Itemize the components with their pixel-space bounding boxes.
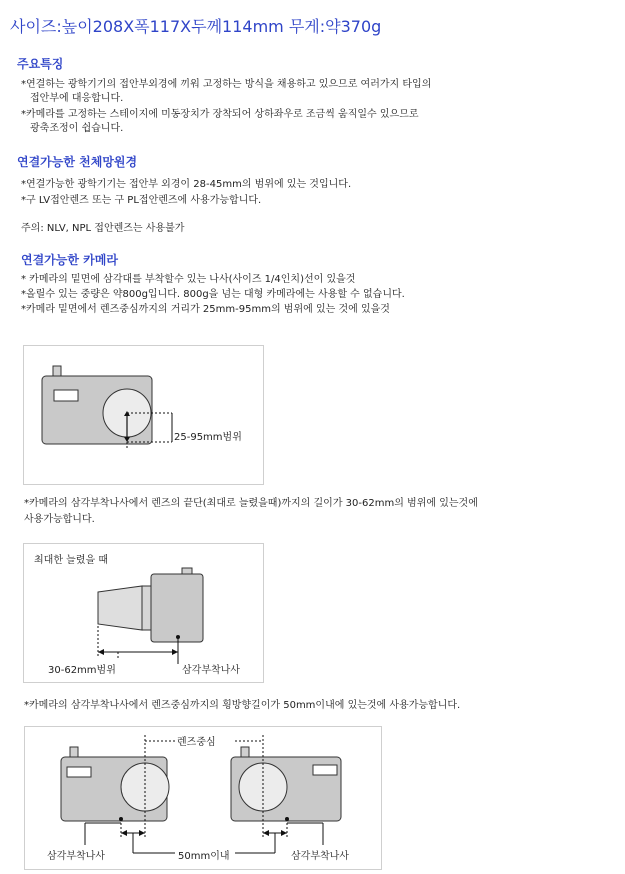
figure1-range-label: 25-95mm범위 (174, 432, 242, 443)
figure3-left-screw-label: 삼각부착나사 (47, 851, 105, 862)
scopes-note: 주의: NLV, NPL 접안렌즈는 사용불가 (21, 223, 185, 234)
features-line-3: *카메라를 고정하는 스테이지에 미동장치가 장착되어 상하좌우로 조금씩 움직일수 있으므로 (21, 109, 419, 120)
section-heading-features: 주요특징 (17, 57, 64, 71)
section-heading-scopes: 연결가능한 천체망원경 (17, 155, 138, 169)
scopes-line-1: *연결가능한 광학기기는 접안부 외경이 28-45mm의 범위에 있는 것입니다. (21, 179, 352, 190)
text2-line-2: 사용가능합니다. (24, 514, 95, 525)
figure2-range-label: 30-62mm범위 (48, 665, 116, 676)
figure-lens-length (23, 543, 264, 683)
figure-lens-offset (24, 726, 382, 870)
text2-line-1: *카메라의 삼각부착나사에서 렌즈의 끝단(최대로 늘렸을때)까지의 길이가 30-62mm의 범위에 있는것에 (24, 498, 478, 509)
features-line-2: 접안부에 대응합니다. (30, 93, 124, 104)
figure3-distance-label: 50mm이내 (178, 851, 230, 862)
cameras-line-3: *카메라 밑면에서 렌즈중심까지의 거리가 25mm-95mm의 범위에 있는 것에 있을것 (21, 304, 390, 315)
text3-line: *카메라의 삼각부착나사에서 렌즈중심까지의 횡방향길이가 50mm이내에 있는것에 사용가능합니다. (24, 700, 461, 711)
cameras-line-1: * 카메라의 밑면에 삼각대를 부착할수 있는 나사(사이즈 1/4인치)선이 있을것 (21, 274, 356, 285)
figure-camera-height (23, 345, 264, 485)
section-heading-cameras: 연결가능한 카메라 (21, 253, 118, 267)
features-line-1: *연결하는 광학기기의 접안부외경에 끼워 고정하는 방식을 채용하고 있으므로 여러가지 타입의 (21, 79, 432, 90)
figure2-caption: 최대한 늘렸을 때 (34, 555, 108, 566)
figure3-right-screw-label: 삼각부착나사 (291, 851, 349, 862)
features-line-4: 광축조정이 쉽습니다. (30, 123, 124, 134)
figure3-lens-center-label: 렌즈중심 (177, 737, 216, 748)
camera-front-diagram (24, 346, 263, 484)
page-title: 사이즈:높이208X폭117X두께114mm 무게:약370g (10, 17, 382, 36)
figure2-screw-label: 삼각부착나사 (182, 665, 240, 676)
cameras-line-2: *올릴수 있는 중량은 약800g입니다. 800g을 넘는 대형 카메라에는 사용할 수 없습니다. (21, 289, 405, 300)
scopes-line-2: *구 LV접안렌즈 또는 구 PL접안렌즈에 사용가능합니다. (21, 195, 262, 206)
